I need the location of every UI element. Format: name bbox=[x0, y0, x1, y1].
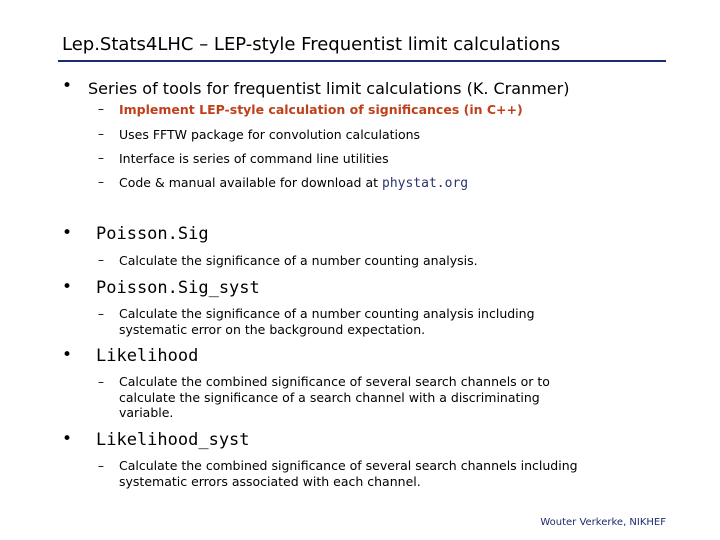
desc-line: Calculate the significance of a number counting analysis including bbox=[119, 306, 535, 321]
bullet-marker: • bbox=[62, 223, 73, 243]
desc-line: Calculate the combined significance of several search channels including bbox=[119, 458, 578, 473]
bullet-marker: • bbox=[62, 277, 73, 297]
bullet-marker: • bbox=[62, 345, 73, 365]
desc-line: systematic errors associated with each channel. bbox=[119, 473, 421, 489]
sub-dash: – bbox=[98, 459, 104, 473]
bullet-poisson-sig: Poisson.Sig bbox=[96, 224, 209, 244]
sub-dash: – bbox=[98, 102, 104, 116]
desc-line: systematic error on the background expectation. bbox=[119, 321, 426, 337]
phystat-link[interactable]: phystat.org bbox=[382, 176, 469, 191]
sub-dash: – bbox=[98, 127, 104, 141]
sub-dash: – bbox=[98, 253, 104, 267]
sub-item-interface: Interface is series of command line utilities bbox=[119, 151, 389, 166]
author-footer: Wouter Verkerke, NIKHEF bbox=[540, 517, 666, 528]
bullet-poisson-sig-syst: Poisson.Sig_syst bbox=[96, 278, 260, 298]
sub-item-download bbox=[119, 175, 468, 192]
desc-line: calculate the significance of a search channel with a discriminating bbox=[119, 389, 540, 405]
title-underline bbox=[58, 60, 666, 62]
sub-dash: – bbox=[98, 307, 104, 321]
sub-dash: – bbox=[98, 175, 104, 189]
bullet-marker: • bbox=[62, 76, 73, 96]
desc-line: Calculate the combined significance of several search channels or to bbox=[119, 374, 550, 389]
sub-dash: – bbox=[98, 375, 104, 389]
sub-item-implement-lep: Implement LEP-style calculation of significances (in C++) bbox=[119, 102, 523, 117]
sub-item-fftw: Uses FFTW package for convolution calculations bbox=[119, 127, 421, 142]
bullet-likelihood-syst: Likelihood_syst bbox=[96, 430, 250, 450]
sub-item-poisson-sig-syst-desc bbox=[119, 306, 535, 337]
download-text: Code & manual available for download at bbox=[119, 175, 382, 190]
sub-dash: – bbox=[98, 151, 104, 165]
desc-line: variable. bbox=[119, 405, 174, 420]
bullet-tools-overview: Series of tools for frequentist limit calculations (K. Cranmer) bbox=[88, 79, 570, 98]
bullet-marker: • bbox=[62, 429, 73, 449]
slide-title: Lep.Stats4LHC – LEP-style Frequentist limit calculations bbox=[62, 34, 561, 55]
sub-item-poisson-sig-desc: Calculate the significance of a number counting analysis. bbox=[119, 253, 478, 268]
bullet-likelihood: Likelihood bbox=[96, 346, 199, 366]
sub-item-likelihood-syst-desc bbox=[119, 458, 578, 489]
sub-item-likelihood-desc bbox=[119, 374, 550, 421]
